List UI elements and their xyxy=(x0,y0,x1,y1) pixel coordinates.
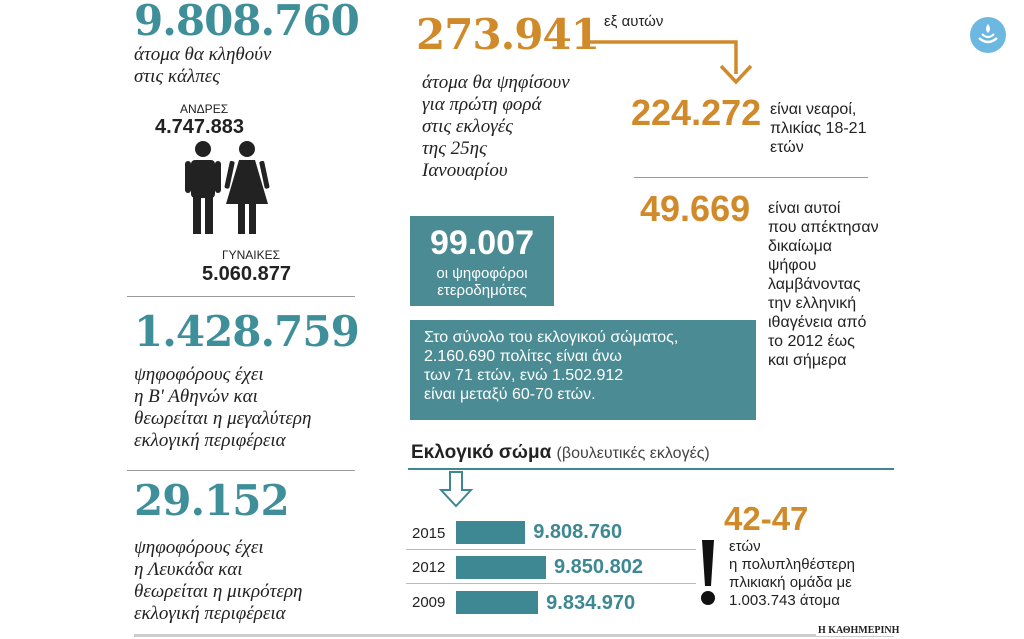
women-number: 5.060.877 xyxy=(202,263,291,285)
athens-number: 1.428.759 xyxy=(134,307,359,356)
chart-title-main: Εκλογικό σώμα xyxy=(411,442,552,463)
logo-icon xyxy=(969,16,1007,54)
chart-title xyxy=(411,442,710,464)
chart-bar xyxy=(456,591,538,614)
expat-voters-box xyxy=(410,216,554,306)
row-divider xyxy=(406,549,696,550)
chart-value-label: 9.808.760 xyxy=(533,521,623,543)
total-voters-number: 9.808.760 xyxy=(134,0,359,45)
citizenship-caption: είναι αυτοί που απέκτησαν δικαίωμα ψήφου λαμβάνοντας την ελληνική ιθαγένεια από το 2012 έως και σήμερα xyxy=(768,200,879,369)
lefkada-caption: ψηφοφόρους έχει η Λευκάδα και θεωρείται η μικρότερη εκλογική περιφέρεια xyxy=(134,537,303,624)
row-divider xyxy=(406,583,696,584)
of-them-label: εξ αυτών xyxy=(604,13,664,30)
lefkada-number: 29.152 xyxy=(134,476,289,525)
down-arrow-icon xyxy=(438,470,474,510)
first-time-caption: άτομα θα ψηφίσουν για πρώτη φορά στις εκλογές της 25ης Ιανουαρίου xyxy=(422,72,570,181)
athens-caption: ψηφοφόρους έχει η Β' Αθηνών και θεωρείται η μεγαλύτερη εκλογική περιφέρεια xyxy=(134,364,312,451)
divider-line xyxy=(127,296,355,297)
chart-bar xyxy=(456,521,525,544)
expat-voters-number: 99.007 xyxy=(430,224,534,262)
chart-year-label: 2015 xyxy=(412,525,446,542)
chart-year-label: 2009 xyxy=(412,594,446,611)
chart-bar xyxy=(456,556,546,579)
women-label: ΓΥΝΑΙΚΕΣ xyxy=(222,248,281,262)
woman-icon xyxy=(224,140,270,236)
agegroup-number: 42-47 xyxy=(724,500,809,537)
divider-line xyxy=(127,470,355,471)
young-voters-number: 224.272 xyxy=(631,92,762,133)
chart-value-label: 9.834.970 xyxy=(546,592,636,614)
exclamation-icon xyxy=(700,538,716,608)
men-label: ΑΝΔΡΕΣ xyxy=(180,102,229,116)
footer-line xyxy=(134,634,894,637)
chart-title-line xyxy=(408,468,894,470)
men-number: 4.747.883 xyxy=(155,116,244,138)
chart-value-label: 9.850.802 xyxy=(554,556,643,578)
arrow-icon xyxy=(585,28,755,88)
citizenship-number: 49.669 xyxy=(640,188,751,229)
man-icon xyxy=(183,140,223,236)
expat-voters-caption: οι ψηφοφόροι ετεροδημότες xyxy=(436,265,528,299)
chart-title-sub: (βουλευτικές εκλογές) xyxy=(556,445,710,462)
chart-year-label: 2012 xyxy=(412,559,446,576)
age-note-box: Στο σύνολο του εκλογικού σώματος, 2.160.690 πολίτες είναι άνω των 71 ετών, ενώ 1.502.912 είναι μεταξύ 60-70 ετών. xyxy=(410,320,756,420)
source-label: Η ΚΑΘΗΜΕΡΙΝΗ xyxy=(818,625,900,636)
total-voters-caption: άτομα θα κληθούν στις κάλπες xyxy=(134,44,272,87)
first-time-number: 273.941 xyxy=(416,10,599,59)
young-voters-caption: είναι νεαροί, πλικίας 18-21 ετών xyxy=(770,101,867,156)
agegroup-caption: ετών η πολυπληθέστερη πλικιακή ομάδα με 1.003.743 άτομα xyxy=(729,538,856,609)
divider-line xyxy=(634,177,868,178)
